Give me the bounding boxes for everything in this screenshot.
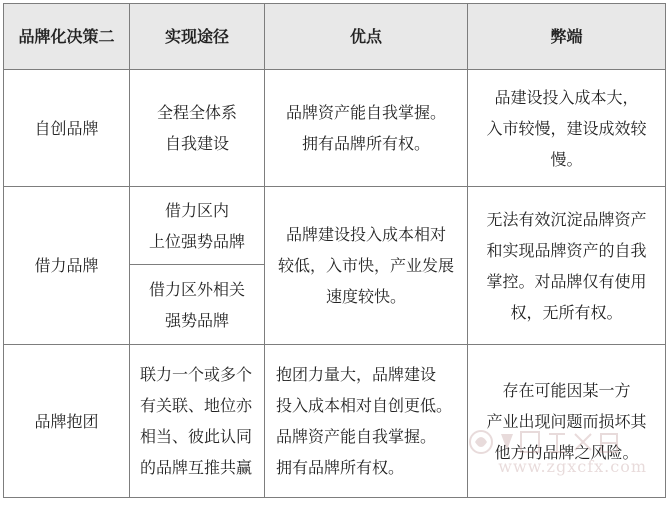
row3-advantage: 抱团力量大，品牌建设 投入成本相对自创更低。 品牌资产能自我掌握。 拥有品牌所有权。 bbox=[276, 365, 453, 477]
row3-approach: 联力一个或多个 有关联、地位亦 相当、彼此认同 的品牌互推共赢 bbox=[140, 365, 253, 477]
header-advantage: 优点 bbox=[349, 27, 382, 46]
row2-approach-b: 借力区外相关 强势品牌 bbox=[148, 279, 245, 330]
header-approach: 实现途径 bbox=[164, 27, 229, 46]
watermark-url: www.zgxcfx.com bbox=[498, 457, 647, 476]
branding-decision-table bbox=[3, 3, 666, 498]
row3-decision: 品牌抱团 bbox=[34, 411, 99, 431]
row3-disadvantage: 存在可能因某一方 产业出现问题而损坏其 他方的品牌之风险。 bbox=[486, 380, 647, 462]
row1-advantage: 品牌资产能自我掌握。 拥有品牌所有权。 bbox=[285, 103, 446, 153]
row1-approach: 全程全体系 自我建设 bbox=[156, 103, 237, 153]
row2-disadvantage: 无法有效沉淀品牌资产 和实现品牌资产的自我 掌控。对品牌仅有使用 权，无所有权。 bbox=[486, 209, 647, 322]
row2-decision: 借力品牌 bbox=[34, 256, 99, 275]
header-decision: 品牌化决策二 bbox=[18, 27, 115, 46]
row2-advantage: 品牌建设投入成本相对 较低，入市快，产业发展 速度较快。 bbox=[277, 225, 454, 306]
row1-decision: 自创品牌 bbox=[34, 118, 99, 138]
row2-approach-a: 借力区内 上位强势品牌 bbox=[148, 200, 245, 251]
header-disadvantage: 弊端 bbox=[550, 27, 583, 46]
row1-disadvantage: 品建设投入成本大， 入市较慢，建设成效较 慢。 bbox=[486, 87, 647, 169]
